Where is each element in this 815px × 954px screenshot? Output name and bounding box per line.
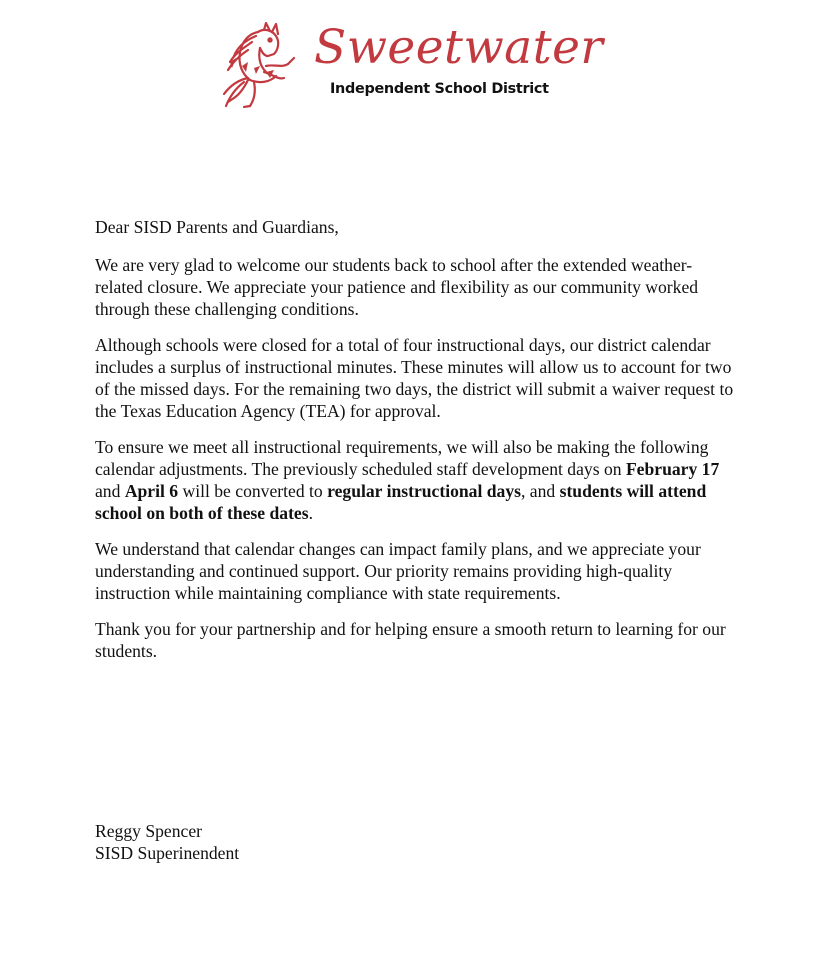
- adjustments-text-3: will be converted to: [178, 481, 328, 501]
- signature-block: [95, 820, 239, 864]
- mustang-logo-icon: [218, 22, 300, 108]
- paragraph-calendar-adjustments: [95, 436, 735, 524]
- date-april-6: April 6: [124, 481, 179, 501]
- letter-greeting: Dear SISD Parents and Guardians,: [95, 217, 339, 237]
- regular-days-emphasis: regular instructional days: [327, 481, 521, 501]
- date-february-17: February 17: [625, 459, 720, 479]
- letterhead: [218, 20, 604, 112]
- paragraph-thank-you: Thank you for your partnership and for helping ensure a smooth return to learning for our students.: [95, 619, 726, 661]
- paragraph-welcome: We are very glad to welcome our students back to school after the extended weather-related closure. We appreciate your patience and flexibility as our community worked through these challenging conditions.: [95, 255, 699, 319]
- district-subtitle: Independent School District: [330, 81, 549, 97]
- adjustments-text-5: .: [308, 503, 313, 523]
- adjustments-text-2: and: [95, 481, 125, 501]
- district-name: Sweetwater: [314, 20, 604, 75]
- adjustments-text-4: , and: [520, 481, 560, 501]
- paragraph-family-plans: We understand that calendar changes can impact family plans, and we appreciate your understanding and continued support. Our priority remains providing high-quality instruction while maintaining compliance with state requirements.: [95, 539, 701, 603]
- letter-body: [95, 216, 735, 676]
- attendance-emphasis: students will attend school on both of these dates: [95, 481, 707, 523]
- signer-title: SISD Superinendent: [95, 843, 240, 863]
- signer-name: Reggy Spencer: [95, 821, 202, 841]
- adjustments-text-1: To ensure we meet all instructional requirements, we will also be making the following calendar adjustments. The previously scheduled staff development days on: [95, 437, 709, 479]
- paragraph-instructional-days: Although schools were closed for a total of four instructional days, our district calendar includes a surplus of instructional minutes. These minutes will allow us to account for two of the missed days. For the remaining two days, the district will submit a waiver request to the Texas Education Agency (TEA) for approval.: [95, 335, 734, 421]
